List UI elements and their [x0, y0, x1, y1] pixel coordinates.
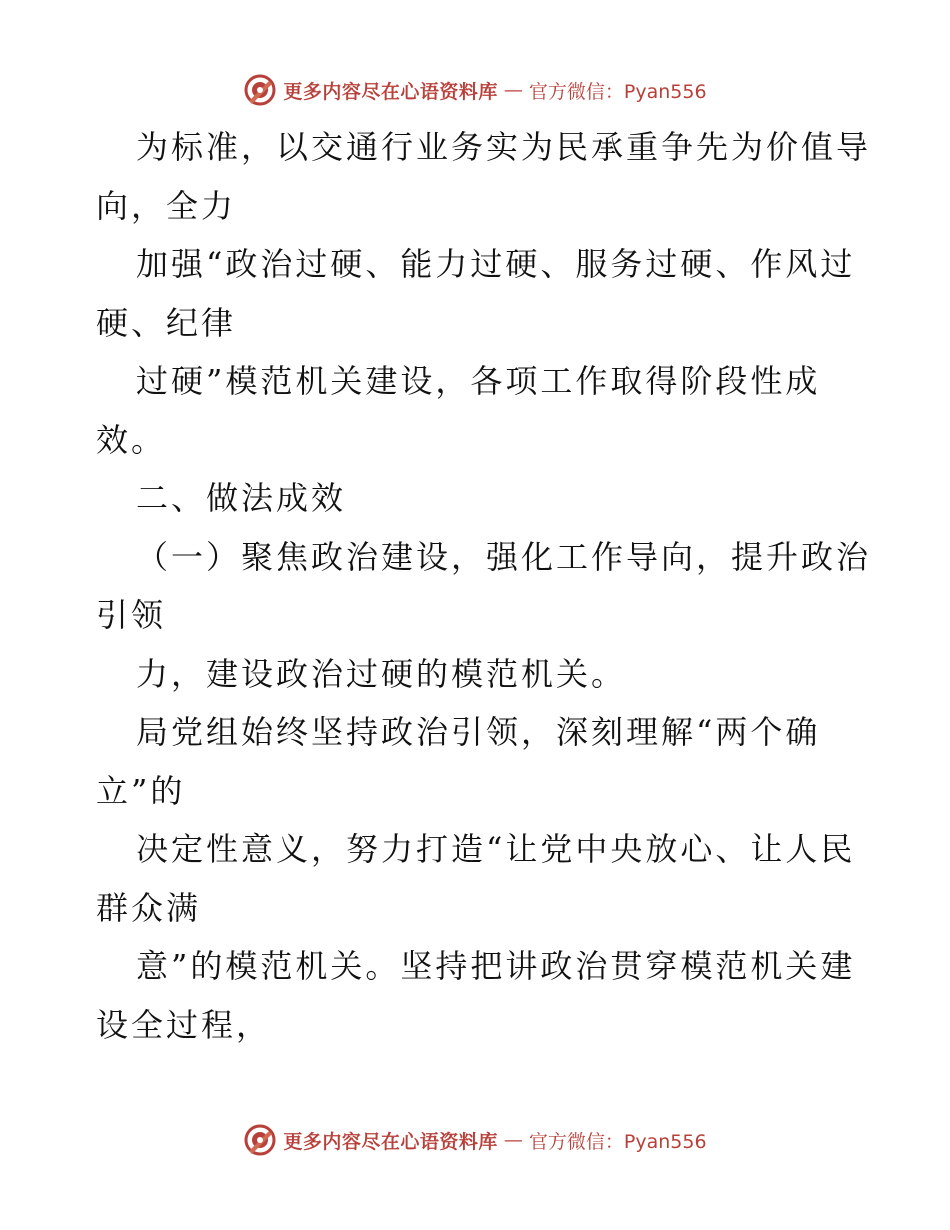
document-body — [96, 118, 872, 1054]
body-line: 设全过程， — [96, 1005, 272, 1044]
pen-seal-logo-icon — [243, 1123, 277, 1157]
body-line: 引领 — [96, 596, 167, 634]
body-line: 向，全力 — [96, 186, 237, 225]
footer-banner — [0, 1120, 950, 1160]
header-banner — [0, 70, 950, 110]
body-line: 力，建设政治过硬的模范机关。 — [136, 654, 627, 693]
header-separator: — — [503, 79, 523, 101]
footer-separator: — — [503, 1129, 523, 1151]
pen-seal-logo-icon — [243, 73, 277, 107]
subsection-heading: （一）聚焦政治建设，强化工作导向，提升政治 — [136, 537, 872, 576]
body-line: 决定性意义，努力打造“让党中央放心、让人民 — [136, 830, 856, 868]
body-line: 硬、纪律 — [96, 303, 237, 342]
body-line: 群众满 — [96, 888, 202, 927]
body-line: 过硬”模范机关建设，各项工作取得阶段性成 — [136, 362, 821, 400]
body-line: 为标准，以交通行业务实为民承重争先为价值导 — [136, 128, 872, 166]
body-line: 局党组始终坚持政治引领，深刻理解“两个确 — [136, 713, 821, 751]
body-line: 效。 — [96, 420, 167, 459]
footer-site-text: 更多内容尽在心语资料库 — [283, 1130, 498, 1153]
body-line: 意”的模范机关。坚持把讲政治贯穿模范机关建 — [136, 947, 856, 985]
header-site-text: 更多内容尽在心语资料库 — [283, 80, 498, 103]
footer-wechat-text: 官方微信：Pyan556 — [528, 1130, 707, 1153]
section-heading: 二、做法成效 — [136, 479, 347, 517]
body-line: 立”的 — [96, 771, 186, 810]
header-wechat-text: 官方微信：Pyan556 — [528, 80, 707, 103]
body-line: 加强“政治过硬、能力过硬、服务过硬、作风过 — [136, 245, 856, 283]
